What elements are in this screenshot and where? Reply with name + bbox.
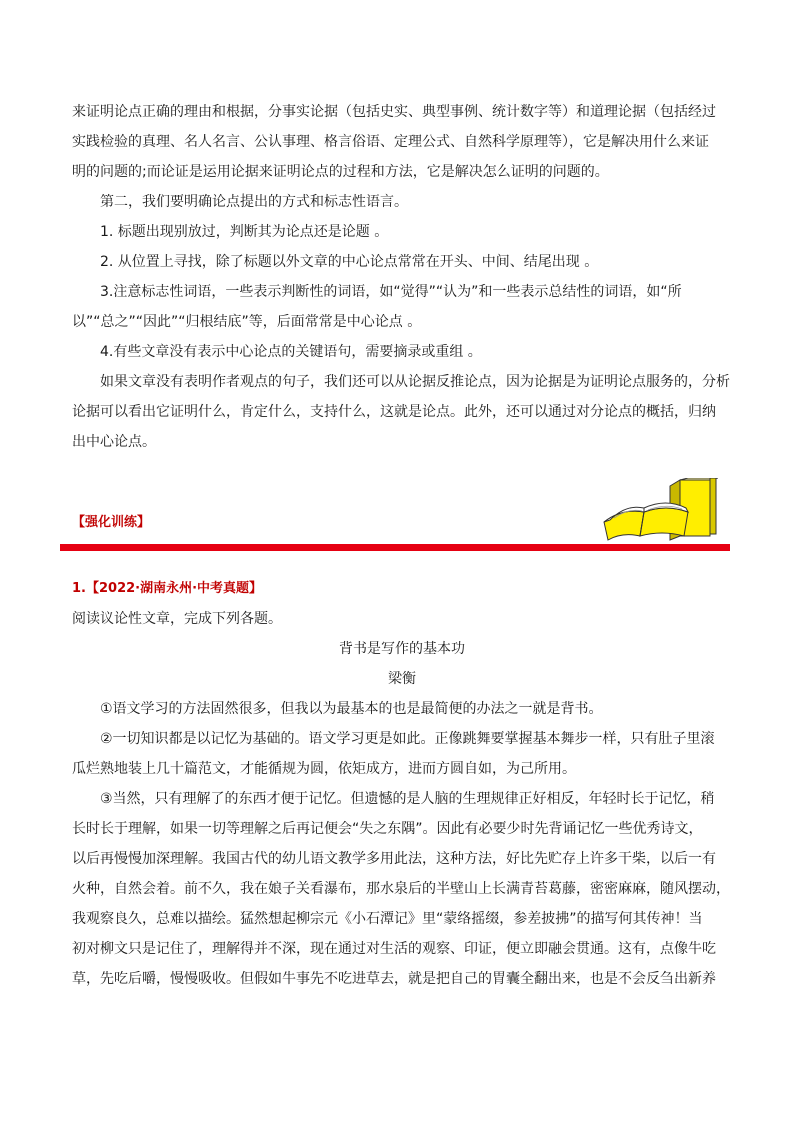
- text-line: 论据可以看出它证明什么，肯定什么，支持什么，这就是论点。此外，还可以通过对分论点的概括，归纳: [72, 404, 716, 420]
- article-author: 梁衡: [388, 671, 416, 687]
- text-line: 实践检验的真理、名人名言、公认事理、格言俗语、定理公式、自然科学原理等），它是解决用什么来证: [72, 134, 709, 150]
- text-line: 如果文章没有表明作者观点的句子，我们还可以从论据反推论点，因为论据是为证明论点服务的，分析: [100, 374, 730, 390]
- article-line: ③当然，只有理解了的东西才便于记忆。但遗憾的是人脑的生理规律正好相反，年轻时长于记忆，稍: [100, 791, 715, 807]
- intro-paragraph: [72, 97, 732, 457]
- text-line: 来证明论点正确的理由和根据，分事实论据（包括史实、典型事例、统计数字等）和道理论据（包括经过: [72, 104, 716, 120]
- article-line: 初对柳文只是记住了，理解得并不深，现在通过对生活的观察、印证，便立即融会贯通。这有，点像牛吃: [72, 941, 716, 957]
- article-line: 火种，自然会着。前不久，我在娘子关看瀑布，那水泉后的半壁山上长满青苔葛藤，密密麻麻，随风摆动，: [72, 881, 730, 897]
- text-line: 明的问题的;而论证是运用论据来证明论点的过程和方法，它是解决怎么证明的问题的。: [72, 164, 609, 180]
- question-title: 1.【2022·湖南永州·中考真题】: [72, 581, 263, 596]
- article-title: 背书是写作的基本功: [339, 641, 465, 657]
- article-line: 以后再慢慢加深理解。我国古代的幼儿语文教学多用此法，这种方法，好比先贮存上许多干柴，以后一有: [72, 851, 716, 867]
- list-item: 2. 从位置上寻找，除了标题以外文章的中心论点常常在开头、中间、结尾出现 。: [100, 254, 599, 270]
- article-line: 我观察良久，总难以描绘。猛然想起柳宗元《小石潭记》里“蒙络摇缀，参差披拂”的描写何其传神！当: [72, 911, 703, 927]
- open-book-icon: [600, 478, 718, 542]
- article-line: ①语文学习的方法固然很多，但我以为最基本的也是最简便的办法之一就是背书。: [100, 701, 603, 717]
- list-item: 1. 标题出现别放过，判断其为论点还是论题 。: [100, 224, 389, 240]
- text-line: 出中心论点。: [72, 434, 156, 450]
- question-instruction: 阅读议论性文章，完成下列各题。: [72, 611, 282, 627]
- question-block: [72, 574, 732, 994]
- section-title: 【强化训练】: [72, 515, 151, 530]
- list-item-continued: 以”“总之”“因此”“归根结底”等，后面常常是中心论点 。: [72, 314, 422, 330]
- article-line: ②一切知识都是以记忆为基础的。语文学习更是如此。正像跳舞要掌握基本舞步一样，只有肚子里滚: [100, 731, 715, 747]
- article-line: 瓜烂熟地装上几十篇范文，才能循规为圆，依矩成方，进而方圆自如，为己所用。: [72, 761, 576, 777]
- list-item: 3.注意标志性词语，一些表示判断性的词语，如“觉得”“认为”和一些表示总结性的词语，如“所: [100, 284, 682, 300]
- section-divider: [60, 544, 730, 551]
- article-line: 草，先吃后嚼，慢慢吸收。但假如牛事先不吃进草去，就是把自己的胃囊全翻出来，也是不会反刍出新养: [72, 971, 716, 987]
- article-line: 长时长于理解，如果一切等理解之后再记便会“失之东隅”。因此有必要少时先背诵记忆一些优秀诗文，: [72, 821, 703, 837]
- second-heading: 第二，我们要明确论点提出的方式和标志性语言。: [100, 194, 408, 210]
- list-item: 4.有些文章没有表示中心论点的关键语句，需要摘录或重组 。: [100, 344, 482, 360]
